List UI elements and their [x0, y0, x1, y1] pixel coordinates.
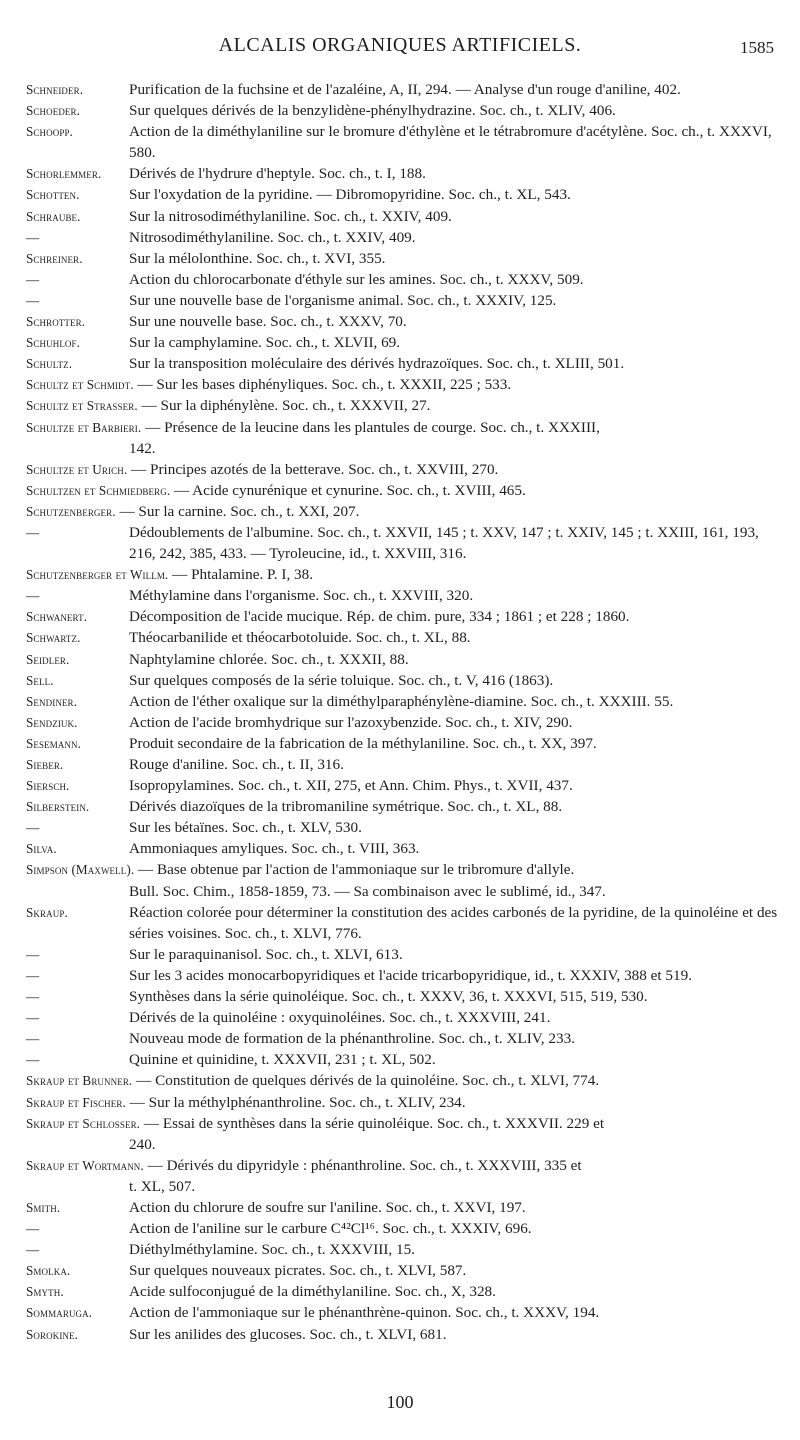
entry-author: — — [26, 989, 40, 1005]
entry-author: Schotten. — [26, 187, 80, 203]
entry-author: Schwartz. — [26, 630, 81, 646]
entry-author: Skraup et Schlosser. — [26, 1115, 141, 1131]
bibliography-entry — [26, 522, 786, 564]
bibliography-entry — [26, 353, 786, 374]
bibliography-entry — [26, 121, 786, 163]
entry-author: Skraup. — [26, 904, 68, 920]
entry-author: Schultzen et Schmiedberg. — [26, 482, 171, 498]
entry-text: — Sur les bases diphényliques. Soc. ch., t. XXXII, 225 ; 533. — [137, 376, 512, 394]
entry-continuation: 142. — [129, 439, 156, 457]
entry-author: Schorlemmer. — [26, 166, 102, 182]
entry-author: Silva. — [26, 841, 57, 857]
entry-text: Dérivés de la quinoléine : oxyquinoléines. Soc. ch., t. XXXVIII, 241. — [129, 1009, 551, 1027]
bibliography-entry — [26, 1007, 786, 1028]
entry-author: Schoopp. — [26, 124, 73, 140]
bibliography-entry — [26, 1070, 786, 1091]
entry-author: — — [26, 1010, 40, 1026]
bibliography-entry — [26, 501, 786, 522]
bibliography-entry — [26, 100, 786, 121]
entry-author: — — [26, 229, 40, 245]
page-header — [0, 34, 800, 64]
entry-text: Sur les anilides des glucoses. Soc. ch., t. XLVI, 681. — [129, 1325, 447, 1343]
bibliography-entry — [26, 585, 786, 606]
bibliography-entry — [26, 1049, 786, 1070]
bibliography-entry — [26, 859, 786, 901]
bibliography-entry — [26, 606, 786, 627]
entry-text: Décomposition de l'acide mucique. Rép. de chim. pure, 334 ; 1861 ; et 228 ; 1860. — [129, 608, 630, 626]
entry-text: Produit secondaire de la fabrication de la méthylaniline. Soc. ch., t. XX, 397. — [129, 734, 597, 752]
entry-text: Quinine et quinidine, t. XXXVII, 231 ; t. XL, 502. — [129, 1051, 436, 1069]
entry-text: Sur la transposition moléculaire des dérivés hydrazoïques. Soc. ch., t. XLIII, 501. — [129, 355, 625, 373]
entry-text: — Principes azotés de la betterave. Soc. ch., t. XXVIII, 270. — [131, 460, 499, 478]
entry-author: Schrotter. — [26, 314, 86, 330]
entry-author: Simpson (Maxwell). — [26, 862, 135, 878]
entry-text: Sur une nouvelle base. Soc. ch., t. XXXV, 70. — [129, 313, 407, 331]
entry-author: Sendziuk. — [26, 714, 78, 730]
entry-text: — Sur la méthylphénanthroline. Soc. ch., t. XLIV, 234. — [129, 1093, 466, 1111]
bibliography-entry — [26, 691, 786, 712]
bibliography-entry — [26, 290, 786, 311]
entry-text: Sur quelques composés de la série toluique. Soc. ch., t. V, 416 (1863). — [129, 671, 554, 689]
bibliography-entry — [26, 627, 786, 648]
entry-text: Sur une nouvelle base de l'organisme animal. Soc. ch., t. XXXIV, 125. — [129, 291, 557, 309]
bibliography-entry — [26, 459, 786, 480]
bibliography-entry — [26, 902, 786, 944]
entry-text: Action de l'ammoniaque sur le phénanthrène-quinon. Soc. ch., t. XXXV, 194. — [129, 1304, 600, 1322]
entry-author: Skraup et Fischer. — [26, 1094, 126, 1110]
entry-text: — Acide cynurénique et cynurine. Soc. ch., t. XVIII, 465. — [174, 481, 526, 499]
entry-text: Action de la diméthylaniline sur le bromure d'éthylène et le tétrabromure d'acétylène. Soc. ch., t. XXXVI, 580. — [129, 123, 772, 162]
bibliography-entry — [26, 417, 786, 459]
entry-text: Dédoublements de l'albumine. Soc. ch., t. XXVII, 145 ; t. XXV, 147 ; t. XXIV, 145 ; t. XXIII, 161, 193, 216, 242, 385, 433. — Tyroleucine, id., t. XXVIII, 316. — [129, 523, 759, 563]
entry-author: — — [26, 820, 40, 836]
bibliography-entry — [26, 1218, 786, 1239]
bibliography-entry — [26, 227, 786, 248]
entry-author: Sommaruga. — [26, 1305, 93, 1321]
bibliography-entry — [26, 1239, 786, 1260]
entry-text: Acide sulfoconjugué de la diméthylaniline. Soc. ch., X, 328. — [129, 1283, 496, 1301]
entry-text: — Sur la carnine. Soc. ch., t. XXI, 207. — [119, 502, 360, 520]
bibliography-entry — [26, 269, 786, 290]
bibliography-entry — [26, 1281, 786, 1302]
entry-text: Isopropylamines. Soc. ch., t. XII, 275, et Ann. Chim. Phys., t. XVII, 437. — [129, 777, 573, 795]
entry-author: — — [26, 271, 40, 287]
bibliography-entry — [26, 1197, 786, 1218]
signature-mark: 100 — [386, 1392, 414, 1412]
bibliography-entry — [26, 1092, 786, 1113]
entry-text: Purification de la fuchsine et de l'azaléine, A, II, 294. — Analyse d'un rouge d'aniline, 402. — [129, 81, 681, 98]
entry-author: Silberstein. — [26, 799, 90, 815]
bibliography-entry — [26, 986, 786, 1007]
entry-author: — — [26, 1242, 40, 1258]
bibliography-entry — [26, 1302, 786, 1323]
entry-text: — Sur la diphénylène. Soc. ch., t. XXXVII, 27. — [141, 397, 431, 415]
bibliography-entry — [26, 754, 786, 775]
entry-text: Sur l'oxydation de la pyridine. — Dibromopyridine. Soc. ch., t. XL, 543. — [129, 186, 571, 204]
entry-author: — — [26, 588, 40, 604]
bibliography-entry — [26, 332, 786, 353]
entry-author: Schutzenberger. — [26, 503, 116, 519]
running-title: ALCALIS ORGANIQUES ARTIFICIELS. — [218, 34, 582, 56]
entry-author: Smith. — [26, 1199, 61, 1215]
entry-author: — — [26, 946, 40, 962]
entry-text: Action de l'acide bromhydrique sur l'azoxybenzide. Soc. ch., t. XIV, 290. — [129, 713, 573, 731]
entry-text: Sur quelques dérivés de la benzylidène-phénylhydrazine. Soc. ch., t. XLIV, 406. — [129, 102, 616, 120]
entry-text: — Essai de synthèses dans la série quinoléique. Soc. ch., t. XXXVII. 229 et — [143, 1114, 605, 1132]
entry-text: — Base obtenue par l'action de l'ammoniaque sur le tribromure d'allyle. — [138, 861, 575, 879]
entry-continuation: 240. — [129, 1135, 156, 1153]
entry-text: Nouveau mode de formation de la phénanthroline. Soc. ch., t. XLIV, 233. — [129, 1030, 575, 1048]
entry-text: Sur les 3 acides monocarbopyridiques et l'acide tricarbopyridique, id., t. XXXIV, 388 et 519. — [129, 966, 692, 984]
entry-text: Naphtylamine chlorée. Soc. ch., t. XXXII, 88. — [129, 650, 409, 668]
entry-text: — Présence de la leucine dans les plantules de courge. Soc. ch., t. XXXIII, — [145, 418, 600, 436]
entry-author: Siersch. — [26, 778, 70, 794]
entry-text: Dérivés diazoïques de la tribromaniline symétrique. Soc. ch., t. XL, 88. — [129, 798, 563, 816]
bibliography-entry — [26, 1324, 786, 1345]
entry-text: Sur la nitrosodiméthylaniline. Soc. ch., t. XXIV, 409. — [129, 207, 452, 225]
entry-continuation: t. XL, 507. — [129, 1177, 196, 1195]
entry-text: Méthylamine dans l'organisme. Soc. ch., t. XXVIII, 320. — [129, 587, 474, 605]
entry-text: Dérivés de l'hydrure d'heptyle. Soc. ch., t. I, 188. — [129, 165, 426, 183]
entry-text: Réaction colorée pour déterminer la constitution des acides carbonés de la pyridine, de la quinoléine et des séries voisines. Soc. ch., t. XLVI, 776. — [129, 903, 778, 942]
bibliography-entry — [26, 775, 786, 796]
bibliography-entry — [26, 817, 786, 838]
entry-text: — Dérivés du dipyridyle : phénanthroline. Soc. ch., t. XXXVIII, 335 et — [147, 1156, 582, 1174]
entry-author: Schultz et Strasser. — [26, 398, 138, 414]
bibliography-entry — [26, 1113, 786, 1155]
entry-author: Schultze et Urich. — [26, 461, 128, 477]
entry-author: — — [26, 292, 40, 308]
entry-author: Schwanert. — [26, 609, 88, 625]
entry-author: Sorokine. — [26, 1326, 79, 1342]
entry-author: Sesemann. — [26, 735, 82, 751]
bibliography-entry — [26, 311, 786, 332]
entry-text: Sur la mélolonthine. Soc. ch., t. XVI, 355. — [129, 249, 386, 267]
entry-text: Synthèses dans la série quinoléique. Soc. ch., t. XXXV, 36, t. XXXVI, 515, 519, 530. — [129, 988, 648, 1006]
entry-author: — — [26, 1052, 40, 1068]
entry-text: Action de l'éther oxalique sur la diméthylparaphénylène-diamine. Soc. ch., t. XXXIII. 55. — [129, 692, 674, 710]
entry-text: Ammoniaques amyliques. Soc. ch., t. VIII, 363. — [129, 840, 420, 858]
entry-author: Schraube. — [26, 208, 81, 224]
entry-author: — — [26, 1031, 40, 1047]
entry-author: Smolka. — [26, 1263, 71, 1279]
bibliography-entry — [26, 374, 786, 395]
entry-text: Action du chlorure de soufre sur l'aniline. Soc. ch., t. XXVI, 197. — [129, 1198, 526, 1216]
entry-text: Sur quelques nouveaux picrates. Soc. ch., t. XLVI, 587. — [129, 1262, 467, 1280]
entry-author: Schoeder. — [26, 103, 81, 119]
entry-author: Schultz et Schmidt. — [26, 377, 134, 393]
entry-text: Théocarbanilide et théocarbotoluide. Soc. ch., t. XL, 88. — [129, 629, 471, 647]
entry-author: Skraup et Wortmann. — [26, 1157, 144, 1173]
bibliography-entry — [26, 965, 786, 986]
bibliography-entry — [26, 796, 786, 817]
page-number: 1585 — [740, 38, 774, 57]
bibliography-entry — [26, 79, 786, 100]
bibliography-entry — [26, 649, 786, 670]
bibliography-entry — [26, 838, 786, 859]
entry-author: — — [26, 967, 40, 983]
bibliography-entry — [26, 206, 786, 227]
entry-author: Schreiner. — [26, 250, 83, 266]
bibliography-entry — [26, 395, 786, 416]
entry-author: Schultz. — [26, 356, 73, 372]
entry-author: Smyth. — [26, 1284, 64, 1300]
entry-author: Skraup et Brunner. — [26, 1073, 133, 1089]
entry-continuation: Bull. Soc. Chim., 1858-1859, 73. — Sa combinaison avec le sublimé, id., 347. — [129, 882, 606, 900]
entry-author: Schneider. — [26, 82, 84, 97]
entry-author: Schuhlof. — [26, 335, 81, 351]
entry-text: — Phtalamine. P. I, 38. — [172, 566, 314, 584]
entry-text: Sur les bétaïnes. Soc. ch., t. XLV, 530. — [129, 819, 362, 837]
entry-author: Sendiner. — [26, 693, 78, 709]
bibliography-entry — [26, 670, 786, 691]
bibliography-entry — [26, 480, 786, 501]
bibliography-entry — [26, 1155, 786, 1197]
entry-author: Schultze et Barbieri. — [26, 419, 142, 435]
entry-author: — — [26, 1221, 40, 1237]
bibliography-entry — [26, 1028, 786, 1049]
entry-text: Sur la camphylamine. Soc. ch., t. XLVII, 69. — [129, 334, 401, 352]
entry-author: — — [26, 524, 40, 540]
entry-text: Diéthylméthylamine. Soc. ch., t. XXXVIII, 15. — [129, 1241, 415, 1259]
bibliography-entry — [26, 733, 786, 754]
entry-author: Seidler. — [26, 651, 70, 667]
entry-text: Rouge d'aniline. Soc. ch., t. II, 316. — [129, 756, 344, 773]
entry-text: Nitrosodiméthylaniline. Soc. ch., t. XXIV, 409. — [129, 228, 416, 246]
bibliography-entry — [26, 564, 786, 585]
entry-author: Sieber. — [26, 757, 64, 772]
bibliography-entry — [26, 944, 786, 965]
entry-text: Action du chlorocarbonate d'éthyle sur les amines. Soc. ch., t. XXXV, 509. — [129, 270, 584, 288]
entry-author: Schutzenberger et Willm. — [26, 567, 169, 583]
entry-text: — Constitution de quelques dérivés de la quinoléine. Soc. ch., t. XLVI, 774. — [136, 1072, 600, 1090]
bibliography-entry — [26, 163, 786, 184]
bibliography-entry — [26, 248, 786, 269]
entry-author: Sell. — [26, 672, 54, 688]
bibliography-entry — [26, 712, 786, 733]
bibliography-list — [26, 79, 786, 1345]
entry-text: Sur le paraquinanisol. Soc. ch., t. XLVI, 613. — [129, 945, 403, 963]
bibliography-entry — [26, 1260, 786, 1281]
entry-text: Action de l'aniline sur le carbure C⁴²Cl¹⁶. Soc. ch., t. XXXIV, 696. — [129, 1220, 532, 1238]
bibliography-entry — [26, 184, 786, 205]
